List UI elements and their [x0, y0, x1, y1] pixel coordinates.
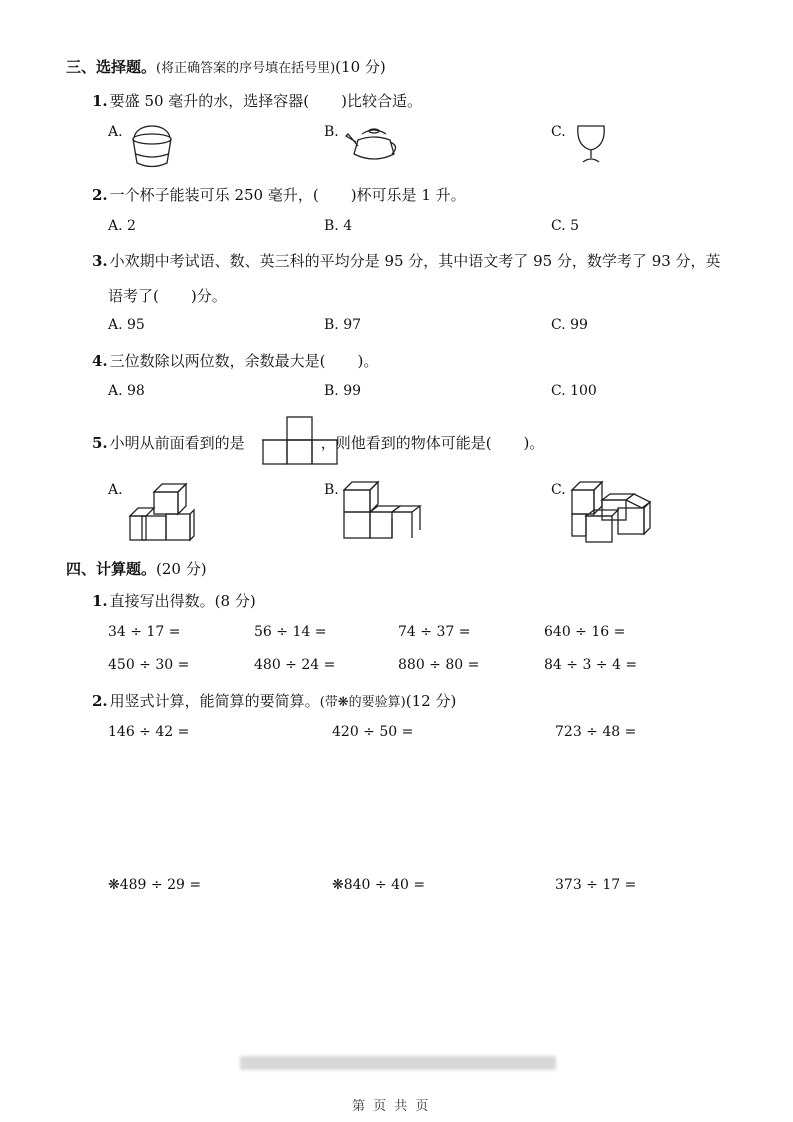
calc-item: 146 ÷ 42 = [108, 724, 190, 740]
calc-item: 723 ÷ 48 = [555, 724, 637, 740]
calc-item: 420 ÷ 50 = [332, 724, 414, 740]
question-1 [92, 90, 422, 111]
option-2a[interactable]: A. 2 [108, 218, 136, 234]
question-text: 语考了( [108, 287, 159, 305]
question-4-1 [92, 590, 256, 611]
question-text: )比较合适。 [341, 92, 423, 110]
question-text: )。 [357, 352, 379, 370]
calc-item: 34 ÷ 17 = [108, 624, 181, 640]
calc-item: ❋840 ÷ 40 = [332, 877, 426, 893]
question-text: 直接写出得数。(8 分) [109, 592, 256, 610]
question-3-line2 [108, 285, 227, 306]
option-3c[interactable]: C. 99 [551, 317, 588, 333]
option-3b[interactable]: B. 97 [324, 317, 362, 333]
option-4c[interactable]: C. 100 [551, 383, 597, 399]
wine-glass-icon [574, 122, 608, 166]
question-number: 4. [92, 352, 108, 370]
section-4-heading [66, 558, 207, 579]
calc-item: 74 ÷ 37 = [398, 624, 471, 640]
section-3-heading [66, 56, 386, 77]
calc-item: 450 ÷ 30 = [108, 657, 190, 673]
option-3a[interactable]: A. 95 [108, 317, 145, 333]
question-text: 一个杯子能装可乐 250 毫升，( [109, 186, 319, 204]
question-text: 要盛 50 毫升的水，选择容器( [109, 92, 310, 110]
option-1c[interactable]: C. [551, 124, 566, 140]
question-text: )分。 [190, 287, 227, 305]
front-view-icon [262, 416, 338, 466]
calc-item: 880 ÷ 80 = [398, 657, 480, 673]
page-footer: 第 页 共 页 [352, 1099, 431, 1114]
question-4-2 [92, 690, 456, 711]
calc-item: ❋489 ÷ 29 = [108, 877, 202, 893]
question-4 [92, 350, 378, 371]
question-text: )杯可乐是 1 升。 [350, 186, 466, 204]
question-text: 用竖式计算，能简算的要简算。 [109, 692, 320, 710]
question-number: 2. [92, 692, 108, 710]
cube-stack-c-icon [570, 480, 654, 544]
section-3-note: (将正确答案的序号填在括号里) [156, 61, 336, 76]
question-number: 2. [92, 186, 108, 204]
question-text: ，则他看到的物体可能是( [320, 434, 492, 452]
section-4-score: (20 分) [156, 560, 207, 578]
cube-stack-a-icon [128, 480, 194, 542]
blurred-watermark [240, 1056, 556, 1070]
question-text: 三位数除以两位数，余数最大是( [109, 352, 326, 370]
option-5c[interactable]: C. [551, 482, 566, 498]
question-number: 3. [92, 252, 108, 270]
question-score: (12 分) [405, 692, 457, 710]
question-2 [92, 184, 466, 205]
calc-item: 56 ÷ 14 = [254, 624, 327, 640]
section-4-title: 四、计算题。 [66, 560, 157, 578]
question-number: 1. [92, 592, 108, 610]
section-3-score: (10 分) [335, 58, 386, 76]
question-note: (带❋的要验算) [319, 695, 406, 710]
calc-item: 640 ÷ 16 = [544, 624, 626, 640]
calc-item: 373 ÷ 17 = [555, 877, 637, 893]
option-4b[interactable]: B. 99 [324, 383, 362, 399]
question-number: 1. [92, 92, 108, 110]
section-3-title: 三、选择题。 [66, 58, 157, 76]
question-text: 小明从前面看到的是 [109, 434, 245, 452]
option-1b[interactable]: B. [324, 124, 339, 140]
calc-item: 480 ÷ 24 = [254, 657, 336, 673]
option-2b[interactable]: B. 4 [324, 218, 353, 234]
question-number: 5. [92, 434, 108, 452]
option-2c[interactable]: C. 5 [551, 218, 580, 234]
kettle-icon [344, 124, 402, 164]
bucket-icon [128, 124, 176, 170]
calc-item: 84 ÷ 3 ÷ 4 = [544, 657, 638, 673]
option-4a[interactable]: A. 98 [108, 383, 145, 399]
question-3 [92, 250, 721, 271]
option-1a[interactable]: A. [108, 124, 123, 140]
question-text: 小欢期中考试语、数、英三科的平均分是 95 分，其中语文考了 95 分，数学考了 93 分，英 [109, 252, 721, 270]
question-text: )。 [523, 434, 545, 452]
option-5a[interactable]: A. [108, 482, 123, 498]
cube-stack-b-icon [342, 480, 422, 542]
option-5b[interactable]: B. [324, 482, 339, 498]
